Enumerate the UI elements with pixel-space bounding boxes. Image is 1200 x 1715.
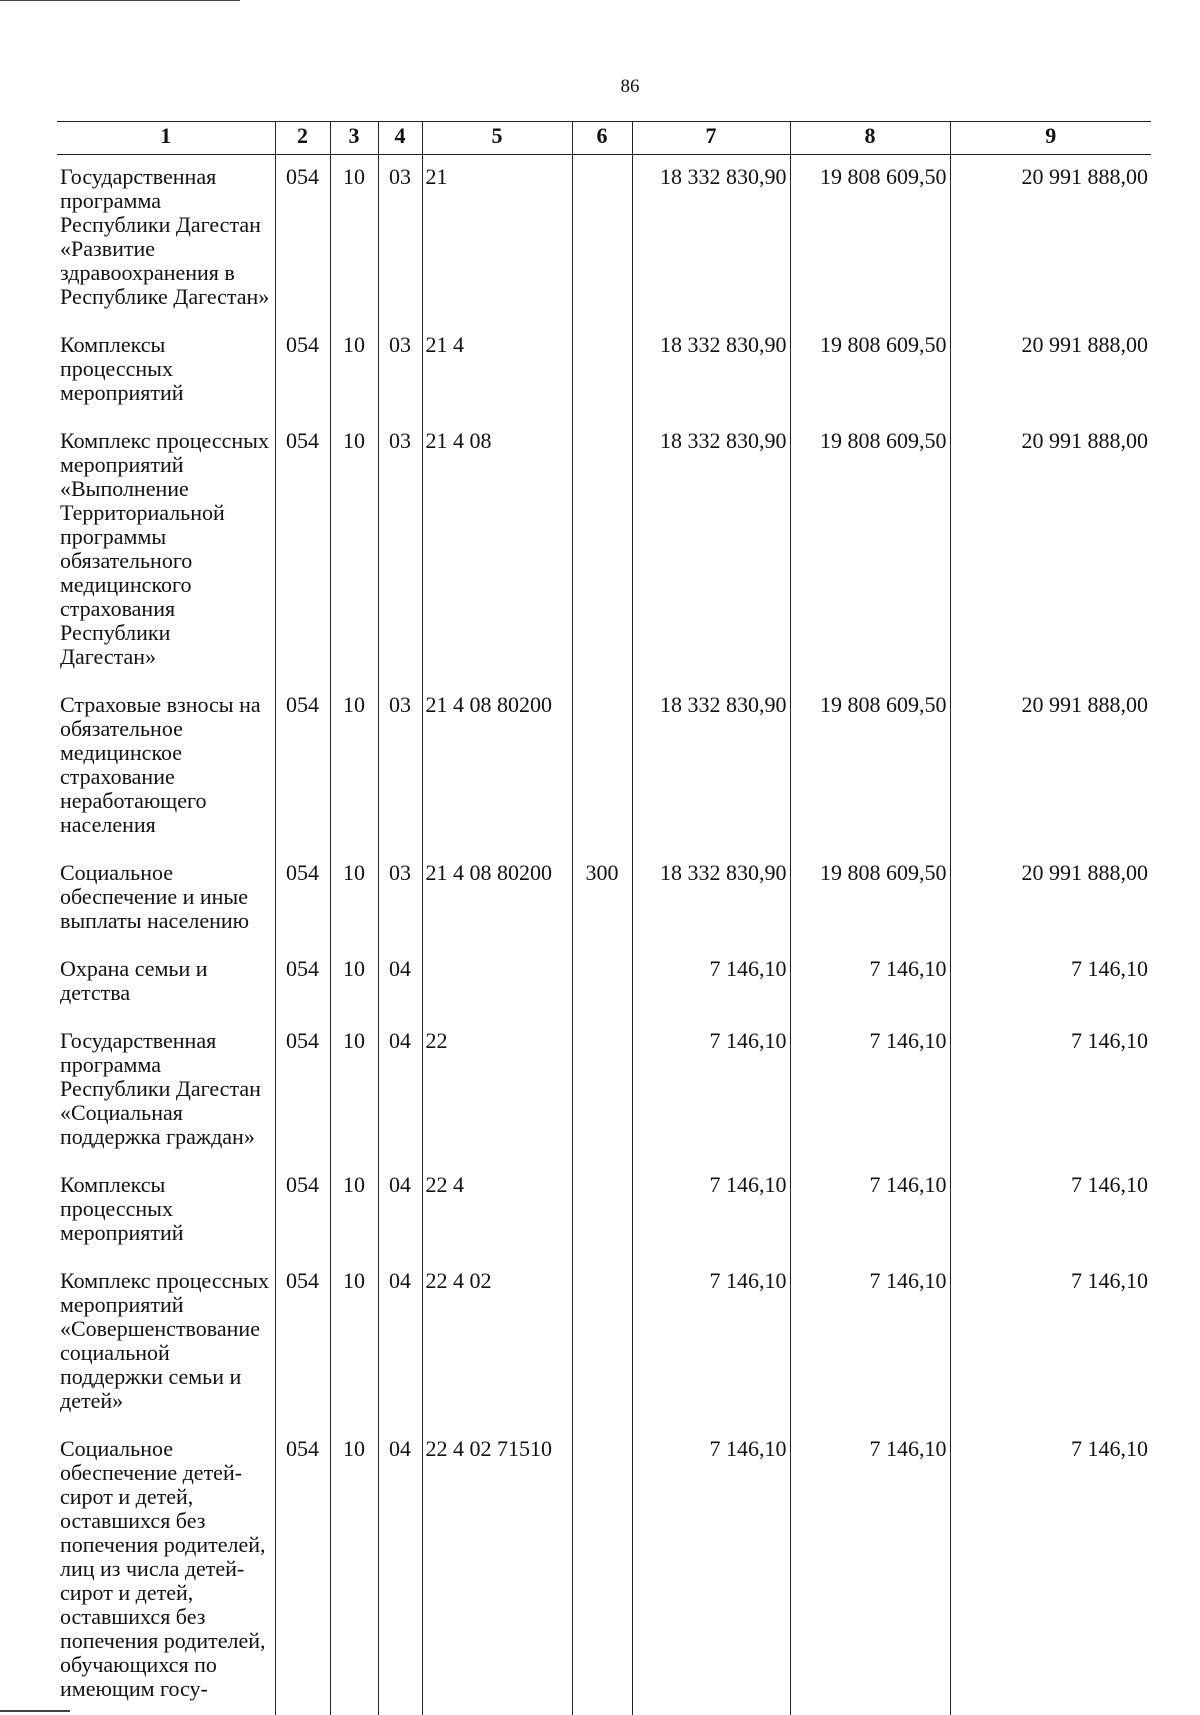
row-amount-9-cell: 20 991 888,00	[950, 419, 1151, 683]
table-row	[57, 1427, 1151, 1715]
column-header-5: 5	[422, 122, 572, 155]
scan-edge-line-top	[0, 0, 240, 1]
row-amount-7-cell: 18 332 830,90	[632, 419, 790, 683]
row-code-5-cell: 21 4 08 80200	[422, 683, 572, 851]
row-name-cell: Государственная программа Республики Дагестан «Социальная поддержка граждан»	[57, 1019, 275, 1163]
row-code-6-cell	[572, 323, 632, 419]
column-header-1: 1	[57, 122, 275, 155]
row-amount-9-cell: 7 146,10	[950, 1019, 1151, 1163]
row-name-cell: Охрана семьи и детства	[57, 947, 275, 1019]
row-code-2-cell: 054	[275, 1163, 330, 1259]
row-amount-7-cell: 18 332 830,90	[632, 683, 790, 851]
table-row	[57, 1019, 1151, 1163]
column-header-8: 8	[790, 122, 950, 155]
row-amount-9-cell: 7 146,10	[950, 947, 1151, 1019]
row-code-6-cell	[572, 947, 632, 1019]
row-code-4-cell: 04	[378, 947, 422, 1019]
column-header-4: 4	[378, 122, 422, 155]
row-amount-7-cell: 18 332 830,90	[632, 155, 790, 324]
row-amount-8-cell: 19 808 609,50	[790, 851, 950, 947]
row-code-4-cell: 03	[378, 851, 422, 947]
row-code-4-cell: 03	[378, 323, 422, 419]
row-code-5-cell	[422, 947, 572, 1019]
row-code-3-cell: 10	[330, 851, 378, 947]
row-code-4-cell: 04	[378, 1427, 422, 1715]
row-code-6-cell	[572, 1259, 632, 1427]
row-code-4-cell: 04	[378, 1019, 422, 1163]
row-code-6-cell	[572, 419, 632, 683]
row-amount-8-cell: 19 808 609,50	[790, 155, 950, 324]
row-code-2-cell: 054	[275, 155, 330, 324]
table-row	[57, 851, 1151, 947]
row-amount-7-cell: 18 332 830,90	[632, 323, 790, 419]
row-code-3-cell: 10	[330, 1019, 378, 1163]
row-code-5-cell: 21	[422, 155, 572, 324]
row-amount-8-cell: 7 146,10	[790, 1427, 950, 1715]
row-name-cell: Социальное обеспечение и иные выплаты населению	[57, 851, 275, 947]
row-name-cell: Страховые взносы на обязательное медицинское страхование неработающего населения	[57, 683, 275, 851]
row-code-6-cell	[572, 1163, 632, 1259]
row-code-5-cell: 22	[422, 1019, 572, 1163]
row-code-2-cell: 054	[275, 1259, 330, 1427]
row-name-cell: Социальное обеспечение детей-сирот и детей, оставшихся без попечения родителей, лиц из числа детей-сирот и детей, оставшихся без попечения родителей, обучающихся по имеющим госу-	[57, 1427, 275, 1715]
row-amount-8-cell: 19 808 609,50	[790, 683, 950, 851]
column-header-3: 3	[330, 122, 378, 155]
row-name-cell: Комплекс процессных мероприятий «Выполнение Территориальной программы обязательного медицинского страхования Республики Дагестан»	[57, 419, 275, 683]
row-amount-8-cell: 7 146,10	[790, 1259, 950, 1427]
row-code-3-cell: 10	[330, 1163, 378, 1259]
table-row	[57, 155, 1151, 324]
budget-table	[57, 121, 1151, 1715]
row-code-6-cell: 300	[572, 851, 632, 947]
row-amount-8-cell: 7 146,10	[790, 947, 950, 1019]
row-code-4-cell: 03	[378, 155, 422, 324]
row-code-5-cell: 22 4	[422, 1163, 572, 1259]
row-amount-7-cell: 18 332 830,90	[632, 851, 790, 947]
row-code-3-cell: 10	[330, 419, 378, 683]
row-amount-9-cell: 20 991 888,00	[950, 683, 1151, 851]
row-amount-7-cell: 7 146,10	[632, 1019, 790, 1163]
column-header-2: 2	[275, 122, 330, 155]
row-code-3-cell: 10	[330, 683, 378, 851]
table-row	[57, 323, 1151, 419]
row-code-2-cell: 054	[275, 323, 330, 419]
table-row	[57, 683, 1151, 851]
row-code-3-cell: 10	[330, 155, 378, 324]
row-code-6-cell	[572, 1427, 632, 1715]
row-code-2-cell: 054	[275, 1427, 330, 1715]
row-code-4-cell: 04	[378, 1259, 422, 1427]
row-code-2-cell: 054	[275, 947, 330, 1019]
row-code-2-cell: 054	[275, 683, 330, 851]
row-code-3-cell: 10	[330, 323, 378, 419]
row-code-5-cell: 22 4 02	[422, 1259, 572, 1427]
row-name-cell: Комплексы процессных мероприятий	[57, 323, 275, 419]
row-code-4-cell: 04	[378, 1163, 422, 1259]
row-code-6-cell	[572, 155, 632, 324]
row-name-cell: Государственная программа Республики Дагестан «Развитие здравоохранения в Республике Дагестан»	[57, 155, 275, 324]
row-code-3-cell: 10	[330, 1427, 378, 1715]
row-amount-8-cell: 7 146,10	[790, 1019, 950, 1163]
row-amount-9-cell: 7 146,10	[950, 1427, 1151, 1715]
row-amount-9-cell: 20 991 888,00	[950, 851, 1151, 947]
table-row	[57, 1163, 1151, 1259]
table-row	[57, 947, 1151, 1019]
table-header-row	[57, 122, 1151, 155]
row-code-2-cell: 054	[275, 1019, 330, 1163]
row-code-4-cell: 03	[378, 683, 422, 851]
row-code-5-cell: 21 4 08	[422, 419, 572, 683]
row-code-2-cell: 054	[275, 851, 330, 947]
column-header-7: 7	[632, 122, 790, 155]
row-code-2-cell: 054	[275, 419, 330, 683]
row-amount-8-cell: 7 146,10	[790, 1163, 950, 1259]
row-code-6-cell	[572, 1019, 632, 1163]
row-code-6-cell	[572, 683, 632, 851]
row-amount-7-cell: 7 146,10	[632, 947, 790, 1019]
column-header-6: 6	[572, 122, 632, 155]
row-code-5-cell: 21 4 08 80200	[422, 851, 572, 947]
row-code-5-cell: 22 4 02 71510	[422, 1427, 572, 1715]
row-name-cell: Комплексы процессных мероприятий	[57, 1163, 275, 1259]
row-amount-8-cell: 19 808 609,50	[790, 419, 950, 683]
table-row	[57, 1259, 1151, 1427]
row-code-5-cell: 21 4	[422, 323, 572, 419]
row-amount-8-cell: 19 808 609,50	[790, 323, 950, 419]
table-row	[57, 419, 1151, 683]
row-amount-7-cell: 7 146,10	[632, 1427, 790, 1715]
column-header-9: 9	[950, 122, 1151, 155]
row-name-cell: Комплекс процессных мероприятий «Совершенствование социальной поддержки семьи и детей»	[57, 1259, 275, 1427]
row-code-3-cell: 10	[330, 947, 378, 1019]
row-amount-9-cell: 7 146,10	[950, 1259, 1151, 1427]
row-amount-9-cell: 7 146,10	[950, 1163, 1151, 1259]
table-body	[57, 155, 1151, 1715]
row-amount-7-cell: 7 146,10	[632, 1163, 790, 1259]
page-number: 86	[620, 76, 640, 97]
row-amount-9-cell: 20 991 888,00	[950, 323, 1151, 419]
row-code-4-cell: 03	[378, 419, 422, 683]
row-amount-9-cell: 20 991 888,00	[950, 155, 1151, 324]
row-code-3-cell: 10	[330, 1259, 378, 1427]
row-amount-7-cell: 7 146,10	[632, 1259, 790, 1427]
